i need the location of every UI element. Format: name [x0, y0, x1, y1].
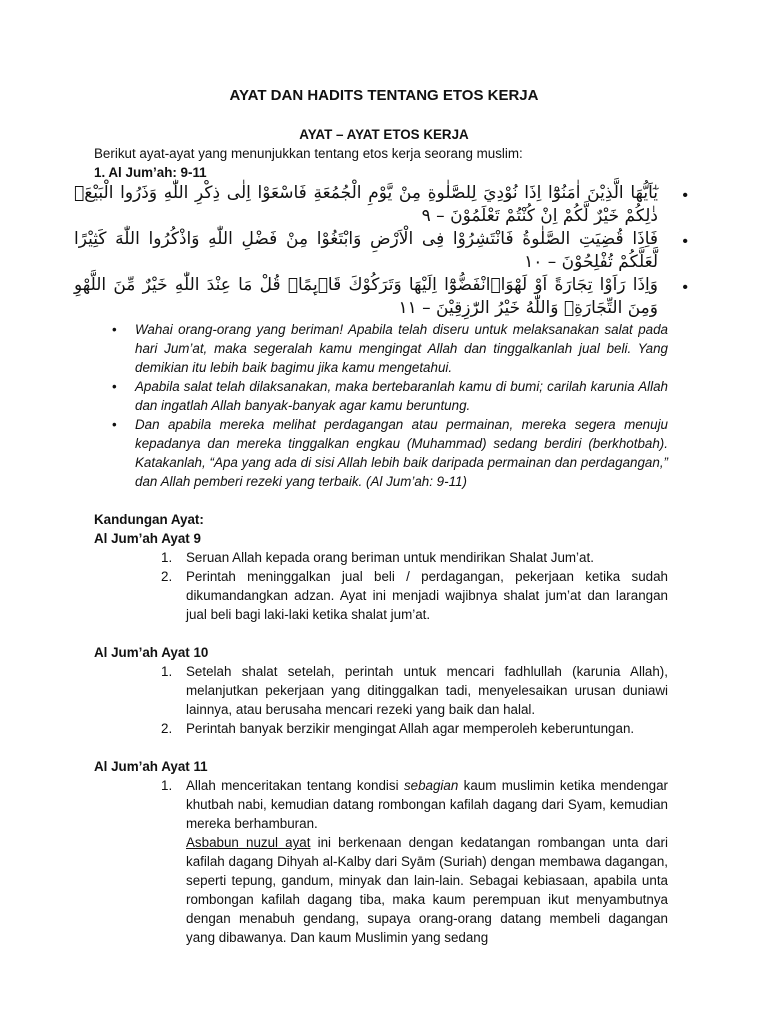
list-item-text: Allah menceritakan tentang kondisi	[186, 778, 404, 793]
underlined-term: Asbabun nuzul ayat	[186, 835, 311, 850]
kandungan-heading: Kandungan Ayat:	[94, 512, 204, 527]
arabic-verse	[74, 182, 698, 228]
list-item-text: Setelah shalat setelah, perintah untuk mencari fadhlullah (karunia Allah), melanjutkan pekerjaan yang ditinggalkan tadi, menyelesaikan urusan duniawi lainnya, atau berusaha mencari rezeki yang baik dan halal.	[186, 664, 668, 717]
numbered-list	[94, 548, 674, 624]
bullet-icon: •	[682, 233, 688, 250]
list-item-text: Perintah banyak berzikir mengingat Allah agar memperoleh keberuntungan.	[186, 721, 635, 736]
list-item-text: ini berkenaan dengan kedatangan rombangan unta dari kafilah dagang Dihyah al-Kalby dari Syām (Suriah) dengan membawa dagangan, seperti tepung, gandum, minyak dan lain-lain. Sebagai kebiasaan, apabila unta rombongan kafilah dagang tiba, maka kaum perempuan ikut menyambutnya dengan menabuh gendang, supaya orang-orang datang membeli dagangan yang dibawanya. Dan kaum Muslimin yang sedang	[186, 835, 668, 945]
translation-list	[94, 320, 674, 491]
surah-heading: 1. Al Jum’ah: 9-11	[94, 165, 207, 180]
intro-text: Berikut ayat-ayat yang menunjukkan tentang etos kerja seorang muslim:	[94, 146, 523, 161]
list-number: 1.	[161, 550, 173, 565]
list-item	[161, 567, 668, 624]
list-number: 2.	[161, 721, 173, 736]
italic-word: sebagian	[403, 778, 459, 793]
bullet-icon: •	[682, 187, 688, 204]
translation-item	[112, 415, 668, 491]
numbered-list	[94, 776, 674, 947]
translation-text: Apabila salat telah dilaksanakan, maka bertebaranlah kamu di bumi; carilah karunia Allah dan ingatlah Allah banyak-banyak agar kamu beruntung.	[135, 379, 668, 413]
arabic-verse-list	[74, 182, 688, 320]
section-heading: Al Jum’ah Ayat 11	[94, 759, 208, 774]
arabic-verse	[74, 228, 698, 274]
bullet-icon: •	[682, 279, 688, 296]
translation-text: Dan apabila mereka melihat perdagangan atau permainan, mereka segera menuju kepadanya dan mereka tinggalkan engkau (Muhammad) sedang berdiri (berkhotbah). Katakanlah, “Apa yang ada di sisi Allah lebih baik daripada permainan dan perdagangan,” dan Allah pemberi rezeki yang terbaik. (Al Jum’ah: 9-11)	[135, 417, 668, 489]
list-number: 2.	[161, 569, 173, 584]
list-item-text: Seruan Allah kepada orang beriman untuk mendirikan Shalat Jum’at.	[186, 550, 594, 565]
arabic-verse	[74, 274, 698, 320]
list-item-text: Perintah meninggalkan jual beli / perdagangan, pekerjaan ketika sudah dikumandangkan adzan. Ayat ini menjadi wajibnya shalat jum’at dan larangan jual beli bagi laki-laki ketika shalat jum’at.	[186, 569, 668, 622]
numbered-list	[94, 662, 674, 738]
list-number: 1.	[161, 778, 173, 793]
arabic-verse-text: وَاِذَا رَاَوْا تِجَارَةً اَوْ لَهْوَاۨانْفَضُّوْٓا اِلَيْهَا وَتَرَكُوْكَ قَاۤىِٕمًاۗ قُلْ مَا عِنْدَ اللّٰهِ خَيْرٌ مِّنَ اللَّهْوِ وَمِنَ التِّجَارَةِۗ وَاللّٰهُ خَيْرُ الرّٰزِقِيْنَ – ١١	[74, 275, 658, 318]
bullet-icon: •	[112, 417, 117, 432]
list-item-text: kaum muslimin ketika mendengar khutbah nabi, kemudian datang rombongan kafilah dagang dari Syam, kemudian mereka berhamburan.	[186, 778, 668, 831]
list-number: 1.	[161, 664, 173, 679]
list-item	[161, 548, 668, 567]
arabic-verse-text: يٰٓاَيُّهَا الَّذِيْنَ اٰمَنُوْٓا اِذَا نُوْدِيَ لِلصَّلٰوةِ مِنْ يَّوْمِ الْجُمُعَةِ فَاسْعَوْا اِلٰى ذِكْرِ اللّٰهِ وَذَرُوا الْبَيْعَۗ ذٰلِكُمْ خَيْرٌ لَّكُمْ اِنْ كُنْتُمْ تَعْلَمُوْنَ – ٩	[74, 183, 658, 226]
list-item	[161, 719, 668, 738]
bullet-icon: •	[112, 322, 117, 337]
translation-item	[112, 377, 668, 415]
arabic-verse-text: فَاِذَا قُضِيَتِ الصَّلٰوةُ فَانْتَشِرُوْا فِى الْاَرْضِ وَابْتَغُوْا مِنْ فَضْلِ اللّٰهِ وَاذْكُرُوا اللّٰهَ كَثِيْرًا لَّعَلَّكُمْ تُفْلِحُوْنَ – ١٠	[74, 229, 658, 272]
section-heading: Al Jum’ah Ayat 10	[94, 645, 209, 660]
translation-text: Wahai orang-orang yang beriman! Apabila telah diseru untuk melaksanakan salat pada hari Jum’at, maka segeralah kamu mengingat Allah dan tinggalkanlah jual beli. Yang demikian itu lebih baik bagimu jika kamu mengetahui.	[135, 322, 668, 375]
section-subtitle: AYAT – AYAT ETOS KERJA	[299, 127, 469, 142]
translation-item	[112, 320, 668, 377]
section-heading: Al Jum’ah Ayat 9	[94, 531, 201, 546]
list-item	[161, 662, 668, 719]
document-title: AYAT DAN HADITS TENTANG ETOS KERJA	[229, 87, 539, 104]
bullet-icon: •	[112, 379, 117, 394]
list-item	[161, 776, 668, 947]
